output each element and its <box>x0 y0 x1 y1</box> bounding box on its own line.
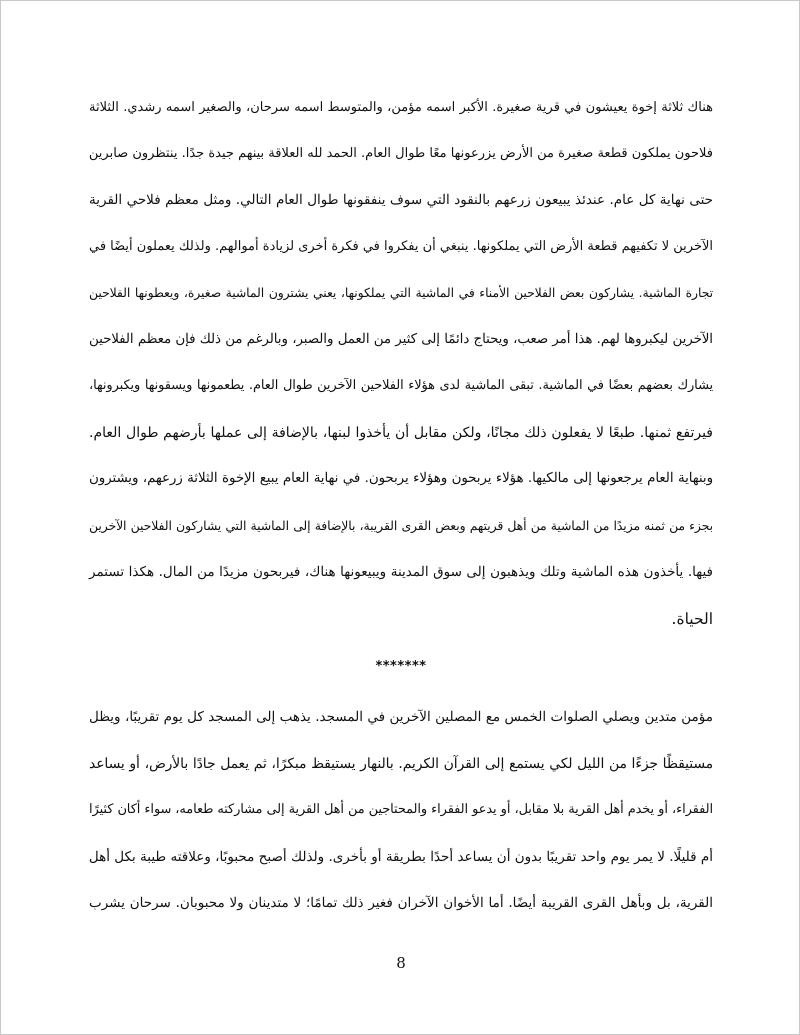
paragraph-2 <box>89 706 713 926</box>
paragraph-line: فلاحون يملكون قطعة صغيرة من الأرض يزرعونها معًا طوال العام. الحمد لله العلاقة بينهم جيدة جدًا. ينتظرون صابرين <box>88 146 713 161</box>
paragraph-line: الفقراء، أو يخدم أهل القرية بلا مقابل، أو يدعو الفقراء والمحتاجين من أهل القرية إلى مشاركته طعامه، سواء أكان كثيرًا <box>89 802 713 817</box>
paragraph-line: وبنهاية العام يرجعونها إلى مالكيها. هؤلاء يربحون وهؤلاء يربحون. في نهاية العام يبيع الإخوة الثلاثة زرعهم، ويشترون <box>89 471 713 486</box>
paragraph-line: بجزء من ثمنه مزيدًا من الماشية من أهل قريتهم وبعض القرى القريبة، بالإضافة إلى الماشية التي يشاركون الفلاحين الآخرين <box>89 519 713 533</box>
paragraph-line: أم قليلًا. لا يمر يوم واحد تقريبًا بدون أن يساعد أحدًا بطريقة أو بأخرى. ولذلك أصبح محبوبًا، وعلاقته طيبة بكل أهل <box>88 849 713 865</box>
paragraph-line: القرية، بل وبأهل القرى القريبة أيضًا. أما الأخوان الآخران فغير ذلك تمامًا؛ لا متدينان ولا محبوبان. سرحان يشرب <box>89 895 713 911</box>
paragraph-1 <box>89 97 713 637</box>
section-separator: ******* <box>375 659 427 674</box>
paragraph-line: مؤمن متدين ويصلي الصلوات الخمس مع المصلين الآخرين في المسجد. يذهب إلى المسجد كل يوم تقريبًا، ويظل <box>89 709 713 725</box>
paragraph-line: هناك ثلاثة إخوة يعيشون في قرية صغيرة. الأكبر اسمه مؤمن، والمتوسط اسمه سرحان، والصغير اسمه رشدي. الثلاثة <box>89 100 713 115</box>
paragraph-line: حتى نهاية كل عام. عندئذ يبيعون زرعهم بالنقود التي سوف ينفقونها طوال العام التالي. ومثل معظم فلاحي القرية <box>89 192 713 208</box>
paragraph-line: يشارك بعضهم بعضًا في الماشية. تبقى الماشية لدى هؤلاء الفلاحين الآخرين طوال العام. يطعمونها ويسقونها ويكبرونها، <box>89 378 713 393</box>
paragraph-line: مستيقظًا جزءًا من الليل لكي يستمع إلى القرآن الكريم. بالنهار يستيقظ مبكرًا، ثم يعمل جادًا بالأرض، أو يساعد <box>89 756 713 772</box>
paragraph-line: فيها. يأخذون هذه الماشية وتلك ويذهبون إلى سوق المدينة ويبيعونها هناك، فيربحون مزيدًا من المال. هكذا تستمر <box>89 564 713 580</box>
paragraph-line: الآخرين لا تكفيهم قطعة الأرض التي يملكونها. ينبغي أن يفكروا في فكرة أخرى لزيادة أموالهم. ولذلك يعملون أيضًا في <box>89 239 713 254</box>
paragraph-line: فيرتفع ثمنها. طبعًا لا يفعلون ذلك مجانًا، ولكن مقابل أن يأخذوا لبنها، بالإضافة إلى عملها بأرضهم طوال العام. <box>89 425 713 441</box>
paragraph-line: الحياة. <box>671 610 713 628</box>
paragraph-line: تجارة الماشية. يشاركون بعض الفلاحين الأمناء في الماشية التي يملكونها، يعني يشترون الماشية صغيرة، ويعطونها الفلاحين <box>89 286 713 300</box>
page-number: 8 <box>396 954 406 972</box>
paragraph-line: الآخرين ليكبروها لهم. هذا أمر صعب، ويحتاج دائمًا إلى كثير من العمل والصبر، وبالرغم من ذلك فإن معظم الفلاحين <box>89 332 713 347</box>
